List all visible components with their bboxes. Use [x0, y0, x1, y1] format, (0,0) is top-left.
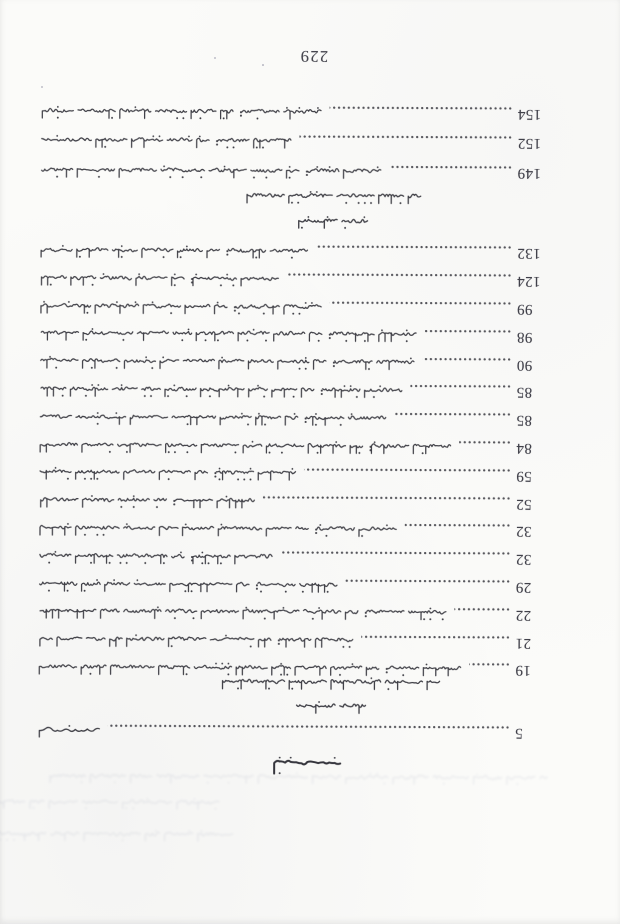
entry-page-number: 5	[514, 725, 523, 742]
entry-text	[37, 631, 354, 650]
entry-text	[39, 325, 418, 345]
entry-text-squiggle	[38, 409, 387, 429]
entry-page-number: 85	[516, 412, 533, 429]
toc-entry	[0, 656, 619, 683]
leader-dots	[304, 468, 510, 472]
ghost-bleedthrough	[0, 794, 221, 811]
ghost-text-squiggle	[0, 826, 234, 844]
entry-page-number: 154	[517, 106, 542, 123]
entry-text-squiggle	[37, 603, 447, 623]
entry-page-number: 21	[515, 634, 532, 651]
entry-page-number: 98	[516, 328, 533, 345]
entry-text	[37, 722, 101, 740]
toc-entry	[1, 100, 620, 127]
toc-entry	[1, 266, 620, 293]
toc-entry	[0, 572, 620, 599]
entry-text-squiggle	[39, 325, 418, 345]
entry-page-number: 22	[515, 606, 532, 623]
leader-dots	[389, 166, 511, 170]
entry-text-squiggle	[39, 103, 322, 122]
section-heading-squiggle	[294, 698, 367, 716]
entry-page-number: 90	[516, 356, 533, 373]
leader-dots	[345, 579, 509, 583]
ghost-bleedthrough	[0, 826, 234, 844]
entry-text	[38, 353, 415, 373]
entry-page-number: 52	[515, 495, 532, 512]
entry-page-number: 152	[517, 135, 542, 152]
entry-text-squiggle	[39, 297, 323, 316]
entry-text-squiggle	[38, 381, 403, 401]
toc-entry	[1, 322, 620, 349]
leader-dots	[316, 246, 511, 250]
toc-entry	[0, 517, 620, 544]
leader-dots	[281, 551, 510, 555]
printed-page-number: 229	[299, 46, 329, 67]
entry-text	[39, 103, 322, 122]
toc-entry	[0, 489, 620, 516]
leader-dots	[454, 608, 509, 611]
section-subtitle-squiggle	[244, 188, 422, 207]
scan-speck	[262, 64, 264, 66]
leader-dots	[422, 357, 510, 360]
toc-entry	[0, 628, 619, 655]
entry-page-number: 84	[516, 440, 532, 457]
toc-entry	[1, 239, 620, 266]
printed-page-number-row	[2, 45, 620, 68]
section-subtitle	[23, 187, 620, 208]
leader-dots	[263, 495, 510, 499]
ghost-bleedthrough	[48, 769, 549, 787]
entry-text	[38, 520, 398, 540]
section-heading	[23, 212, 620, 233]
toc-entry	[0, 405, 620, 432]
entry-text	[39, 297, 323, 316]
entry-text	[38, 409, 387, 429]
entry-text-squiggle	[37, 722, 101, 740]
leader-dots	[469, 663, 509, 666]
entry-text-squiggle	[38, 353, 415, 373]
entry-text	[39, 162, 382, 181]
entry-text-squiggle	[39, 162, 382, 181]
entry-text	[37, 659, 462, 679]
entry-page-number: 19	[515, 662, 531, 679]
entry-text-squiggle	[39, 242, 309, 261]
entry-text	[38, 492, 256, 511]
toc-entry	[0, 719, 619, 746]
toc-entry	[1, 129, 620, 156]
leader-dots	[410, 385, 510, 388]
entry-text-squiggle	[38, 520, 398, 540]
leader-dots	[108, 725, 509, 730]
entry-text	[39, 270, 280, 289]
leader-dots	[299, 135, 511, 139]
toc-entry	[0, 378, 620, 405]
entry-text	[37, 575, 338, 594]
entry-page-number: 32	[515, 551, 532, 568]
entry-page-number: 32	[515, 523, 532, 540]
entry-text	[38, 464, 297, 483]
entry-text-squiggle	[38, 492, 256, 511]
leader-dots	[330, 107, 512, 111]
entry-text	[38, 548, 274, 567]
toc-entry	[0, 350, 620, 377]
entry-page-number: 124	[516, 273, 541, 290]
entry-text-squiggle	[37, 575, 338, 594]
leader-dots	[330, 301, 511, 305]
toc-entry	[0, 600, 619, 627]
entry-text-squiggle	[37, 631, 354, 650]
section-heading	[21, 697, 620, 718]
entry-text	[39, 132, 292, 151]
entry-text-squiggle	[38, 548, 274, 567]
entry-text	[37, 603, 447, 623]
leader-dots	[287, 273, 511, 277]
entry-text	[38, 436, 452, 456]
entry-page-number: 132	[516, 245, 541, 262]
section-heading-squiggle	[297, 213, 370, 231]
leader-dots	[405, 524, 510, 527]
toc-entry	[0, 461, 620, 488]
toc-entry	[1, 294, 620, 321]
entry-text	[39, 242, 309, 261]
entry-text-squiggle	[38, 464, 297, 483]
leader-dots	[459, 441, 510, 444]
leader-dots	[361, 635, 509, 639]
toc-entry	[0, 544, 620, 571]
ghost-text-squiggle	[0, 794, 221, 811]
entry-text-squiggle	[39, 132, 292, 151]
leader-dots	[394, 413, 510, 417]
entry-text-squiggle	[37, 659, 462, 679]
entry-text-squiggle	[38, 436, 452, 456]
entry-page-number: 59	[515, 467, 532, 484]
entry-text-squiggle	[39, 270, 280, 289]
scan-speck	[214, 57, 216, 59]
ghost-text-squiggle	[48, 769, 549, 787]
leader-dots	[425, 329, 511, 332]
entry-page-number: 85	[516, 384, 533, 401]
toc-entry	[0, 433, 620, 460]
entry-page-number: 29	[515, 579, 532, 596]
entry-page-number: 99	[516, 301, 533, 318]
entry-page-number: 149	[517, 165, 541, 182]
entry-text	[38, 381, 403, 401]
toc-entry	[1, 159, 620, 186]
